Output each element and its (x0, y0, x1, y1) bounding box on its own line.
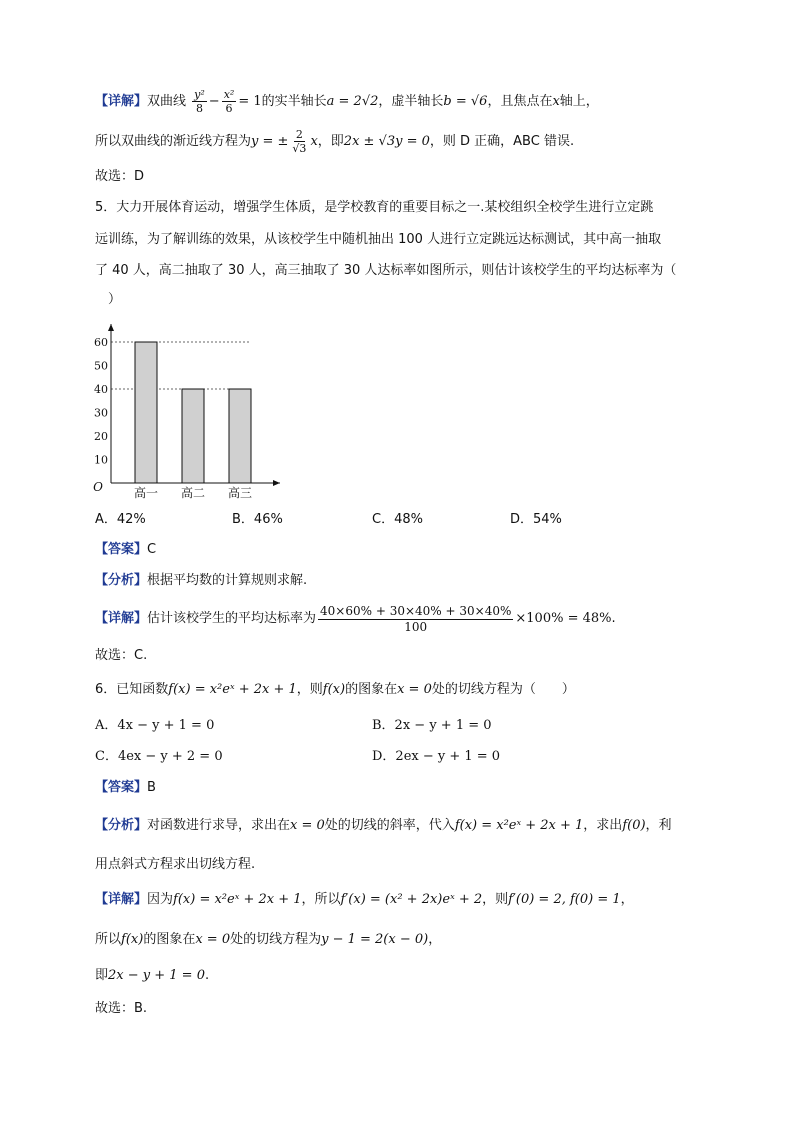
y-tick-label: 40 (94, 383, 108, 396)
q4-detail-line: 【详解】双曲线 $\frac{\text{y²}}{8}$ − $\frac{\text{x²}}{6}$ = 1的实半轴长a = 2√2，虚半轴长b = √6，且焦点在x轴上， (95, 88, 599, 115)
detail-tag: 【详解】 (95, 611, 148, 626)
fraction: $\frac{40\times 60\% + 30\times 40\% + 30\times 40\%}{100}$ (320, 603, 512, 634)
x-tick-label: 高三 (227, 486, 253, 500)
formula: f(x) = x²eˣ + 2x + 1 (173, 892, 302, 907)
q6-analysis-line-2: 用点斜式方程求出切线方程. (95, 857, 256, 872)
formula: y − 1 = 2(x − 0) (321, 932, 429, 947)
x-tick-label: 高二 (180, 486, 206, 500)
y-tick-label: 50 (94, 359, 108, 373)
y-tick-label: 60 (94, 336, 108, 349)
x-tick-label: 高一 (133, 486, 159, 500)
detail-tag: 【详解】 (95, 892, 148, 907)
analysis-tag: 【分析】 (95, 573, 148, 588)
bar-1 (135, 342, 157, 483)
formula: b = √6 (443, 94, 488, 109)
q5-stem-line-1: 5．大力开展体育运动，增强学生体质，是学校教育的重要目标之一.某校组织全校学生进行立定跳 (95, 200, 654, 215)
q6-option-c: C．4ex − y + 2 = 0 (95, 749, 223, 764)
answer-tag: 【答案】 (95, 542, 148, 557)
q5-stem-line-3: 了 40 人，高二抽取了 30 人，高三抽取了 30 人达标率如图所示，则估计该校学生的平均达标率为（ (95, 263, 677, 278)
q6-option-b: B．2x − y + 1 = 0 (372, 718, 492, 733)
formula: f′(0) = 2, f(0) = 1 (508, 892, 621, 907)
q6-option-a: A．4x − y + 1 = 0 (95, 718, 215, 733)
origin-label: O (93, 480, 103, 494)
q6-detail-line-3: 即2x − y + 1 = 0. (95, 968, 210, 983)
q5-option-a: A．42% (95, 512, 146, 527)
answer-value: C (147, 542, 157, 557)
q5-analysis-line: 【分析】根据平均数的计算规则求解. (95, 573, 308, 588)
q6-detail-line-2: 所以f(x)的图象在x = 0处的切线方程为y − 1 = 2(x − 0)， (95, 932, 442, 947)
formula: 2x ± √3y = 0 (343, 134, 430, 149)
answer-value: B (147, 780, 156, 795)
x-axis-arrow (273, 480, 280, 486)
q4-asymptote-line: 所以双曲线的渐近线方程为y = ± $\frac{2}{√3}$ x，即2x ± √3y = 0，则 D 正确，ABC 错误. (95, 128, 575, 155)
fraction: $\frac{\text{y²}}{8}$ (194, 88, 205, 115)
answer-tag: 【答案】 (95, 780, 148, 795)
y-tick-label: 10 (94, 453, 108, 467)
formula: f(x) = x²eˣ + 2x + 1 (454, 818, 584, 833)
q6-detail-line: 【详解】因为f(x) = x²eˣ + 2x + 1，所以f′(x) = (x² + 2x)eˣ + 2，则f′(0) = 2, f(0) = 1， (95, 892, 634, 907)
formula: f′(x) = (x² + 2x)eˣ + 2 (340, 892, 483, 907)
y-tick-label: 20 (94, 430, 108, 443)
bar-3 (229, 389, 251, 483)
formula: 2x − y + 1 = 0 (108, 968, 205, 983)
y-tick-label: 30 (94, 406, 108, 420)
q5-detail-line: 【详解】 估计该校学生的平均达标率为 $\frac{40\times 60\% + 30\times 40\% + 30\times 40\%}{100}$ ×100% = 48% . (95, 603, 616, 634)
q6-analysis-line: 【分析】对函数进行求导，求出在x = 0处的切线的斜率，代入f(x) = x²eˣ + 2x + 1，求出f(0)，利 (95, 818, 672, 833)
q5-stem-line-4: ） (108, 292, 122, 307)
bar-chart (90, 318, 290, 508)
q5-option-c: C．48% (372, 512, 423, 527)
q4-choose: 故选：D (95, 169, 145, 184)
analysis-tag: 【分析】 (95, 818, 148, 833)
q5-option-b: B．46% (232, 512, 283, 527)
q5-choose: 故选：C. (95, 648, 148, 663)
q6-choose: 故选：B. (95, 1001, 148, 1016)
fraction: $\frac{2}{√3}$ (292, 128, 307, 155)
q5-option-d: D．54% (510, 512, 562, 527)
y-axis-arrow (108, 324, 114, 331)
bar-2 (182, 389, 204, 483)
q6-answer-line (95, 778, 156, 798)
detail-tag: 【详解】 (95, 94, 148, 109)
formula: f(x) = x²eˣ + 2x + 1 (168, 682, 297, 697)
q6-option-d: D．2ex − y + 1 = 0 (372, 749, 501, 764)
fraction: $\frac{\text{x²}}{6}$ (223, 88, 235, 115)
q5-answer-line (95, 540, 156, 560)
formula: a = 2√2 (326, 94, 379, 109)
q5-stem-line-2: 远训练，为了解训练的效果，从该校学生中随机抽出 100 人进行立定跳远达标测试，其中高一抽取 (95, 232, 662, 247)
q6-stem-line: 6．已知函数f(x) = x²eˣ + 2x + 1，则f(x)的图象在x = 0处的切线方程为（ ） (95, 682, 575, 697)
